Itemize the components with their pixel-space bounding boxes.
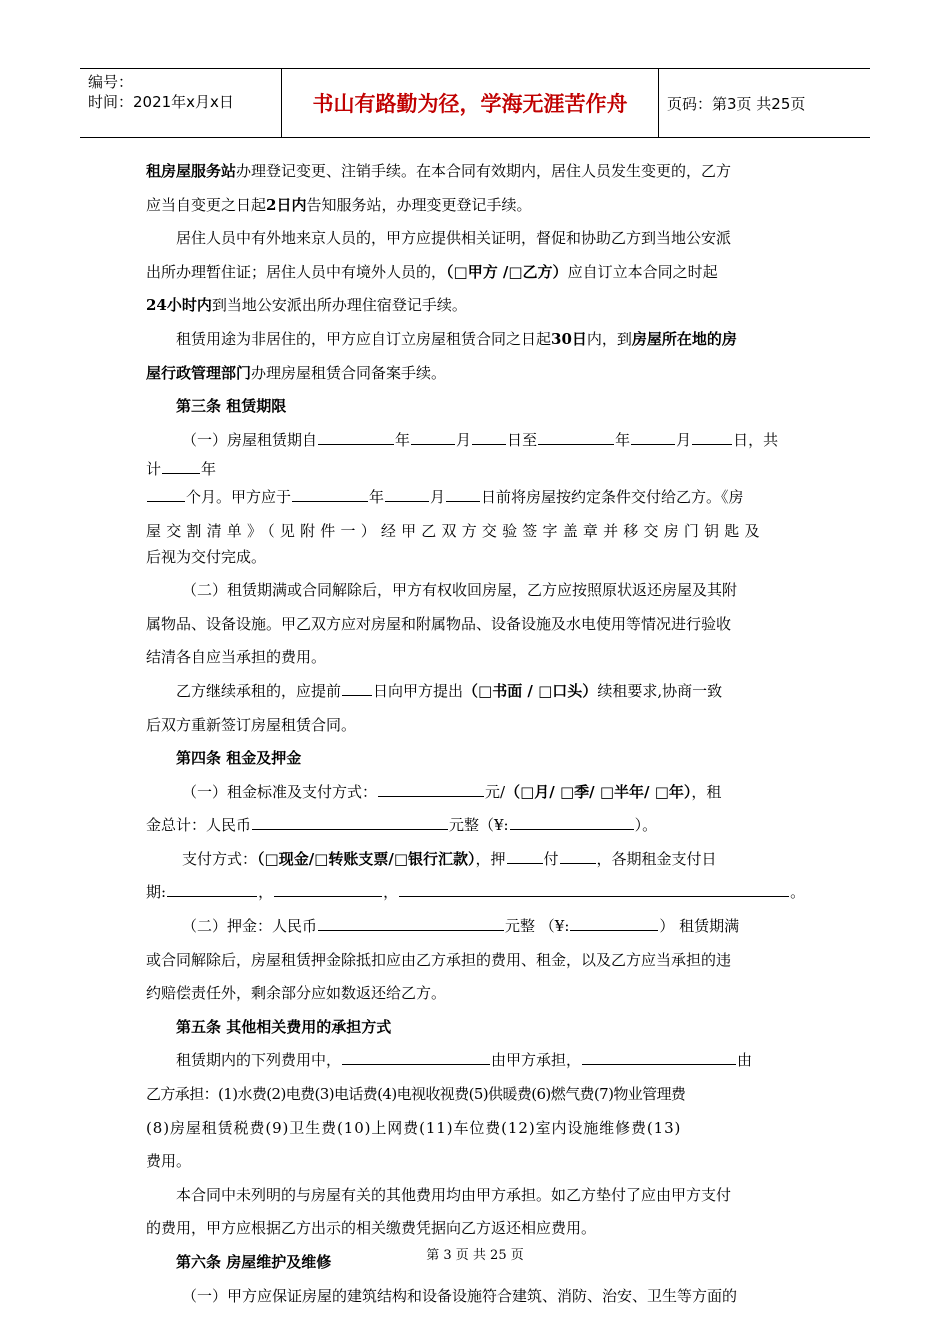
text-line: 个月。甲方应于 年 月 日前将房屋按约定条件交付给乙方。《房 (146, 481, 806, 515)
text-line: （一）房屋租赁期自 年 月 日至 年 月 日，共 (182, 430, 779, 449)
page-header (80, 68, 870, 138)
text-line: 或合同解除后，房屋租赁押金除抵扣应由乙方承担的费用、租金，以及乙方应当承担的违 (146, 950, 732, 969)
text-line: 屋交割清单》（见附件一）经甲乙双方交验签字盖章并移交房门钥匙及 (146, 521, 765, 540)
text-line: 的费用，甲方应根据乙方出示的相关缴费凭据向乙方返还相应费用。 (146, 1219, 597, 1238)
text-line: 租赁用途为非居住的，甲方应自订立房屋租赁合同之日起30日内，到房屋所在地的房 (176, 329, 737, 348)
text-line: 屋行政管理部门办理房屋租赁合同备案手续。 (146, 363, 447, 382)
header-left-cell (80, 69, 282, 137)
text-line: (8)房屋租赁税费(9)卫生费(10)上网费(11)车位费(12)室内设施维修费(13) (146, 1118, 682, 1137)
text-line: 租房屋服务站办理登记变更、注销手续。在本合同有效期内，居住人员发生变更的，乙方 (146, 162, 732, 180)
section-heading: 第三条 租赁期限 (176, 397, 287, 416)
text-line: 出所办理暂住证；居住人员中有境外人员的，（□甲方 /□乙方）应自订立本合同之时起 (146, 262, 718, 281)
text-line: （一）甲方应保证房屋的建筑结构和设备设施符合建筑、消防、治安、卫生等方面的 (182, 1286, 738, 1305)
text-line: 本合同中未列明的与房屋有关的其他费用均由甲方承担。如乙方垫付了应由甲方支付 (176, 1185, 732, 1204)
page-footer: 第 3 页 共 25 页 (426, 1248, 524, 1263)
text-line: （二）租赁期满或合同解除后，甲方有权收回房屋，乙方应按照原状返还房屋及其附 (182, 581, 738, 600)
section-heading: 第六条 房屋维护及维修 (176, 1253, 332, 1271)
header-page-info: 页码：第3页 共25页 (667, 94, 806, 113)
text-line: 居住人员中有外地来京人员的，甲方应提供相关证明，督促和协助乙方到当地公安派 (176, 229, 732, 248)
text-line: 乙方继续承租的，应提前 日向甲方提出（□书面 / □口头）续租要求,协商一致 (176, 681, 723, 700)
document-body (146, 155, 806, 1313)
text-line: 乙方承担：(1)水费(2)电费(3)电话费(4)电视收视费(5)供暖费(6)燃气费(7)物业管理费 (146, 1085, 686, 1104)
section-heading: 第四条 租金及押金 (176, 749, 302, 768)
time-label: 时间：2021年x月x日 (88, 93, 234, 111)
header-motto: 书山有路勤为径，学海无涯苦作舟 (282, 69, 659, 137)
text-line: 24小时内到当地公安派出所办理住宿登记手续。 (146, 296, 467, 315)
text-line: 费用。 (146, 1152, 192, 1171)
section-heading: 第五条 其他相关费用的承担方式 (176, 1017, 392, 1036)
text-line: 后双方重新签订房屋租赁合同。 (146, 715, 357, 734)
text-line: 计 年 (146, 460, 217, 479)
text-line: 金总计：人民币 元整（¥: ）。 (146, 816, 658, 835)
text-line: 结清各自应当承担的费用。 (146, 648, 327, 667)
text-line: 租赁期内的下列费用中， 由甲方承担， 由 (176, 1051, 753, 1070)
text-line: 后视为交付完成。 (146, 547, 267, 566)
text-line: 应当自变更之日起2日内告知服务站，办理变更登记手续。 (146, 195, 532, 214)
text-line: （一）租金标准及支付方式： 元/（□月/ □季/ □半年/ □年），租 (182, 782, 722, 801)
text-line: 期: ， ， 。 (146, 883, 806, 902)
text-line: 属物品、设备设施。甲乙双方应对房屋和附属物品、设备设施及水电使用等情况进行验收 (146, 614, 732, 633)
text-line: 支付方式：（□现金/□转账支票/□银行汇款），押 付 ，各期租金支付日 (182, 849, 717, 868)
number-label: 编号： (88, 73, 134, 91)
text-line: 约赔偿责任外，剩余部分应如数返还给乙方。 (146, 984, 447, 1003)
text-line: （二）押金：人民币 元整 （¥: ） 租赁期满 (182, 917, 740, 936)
